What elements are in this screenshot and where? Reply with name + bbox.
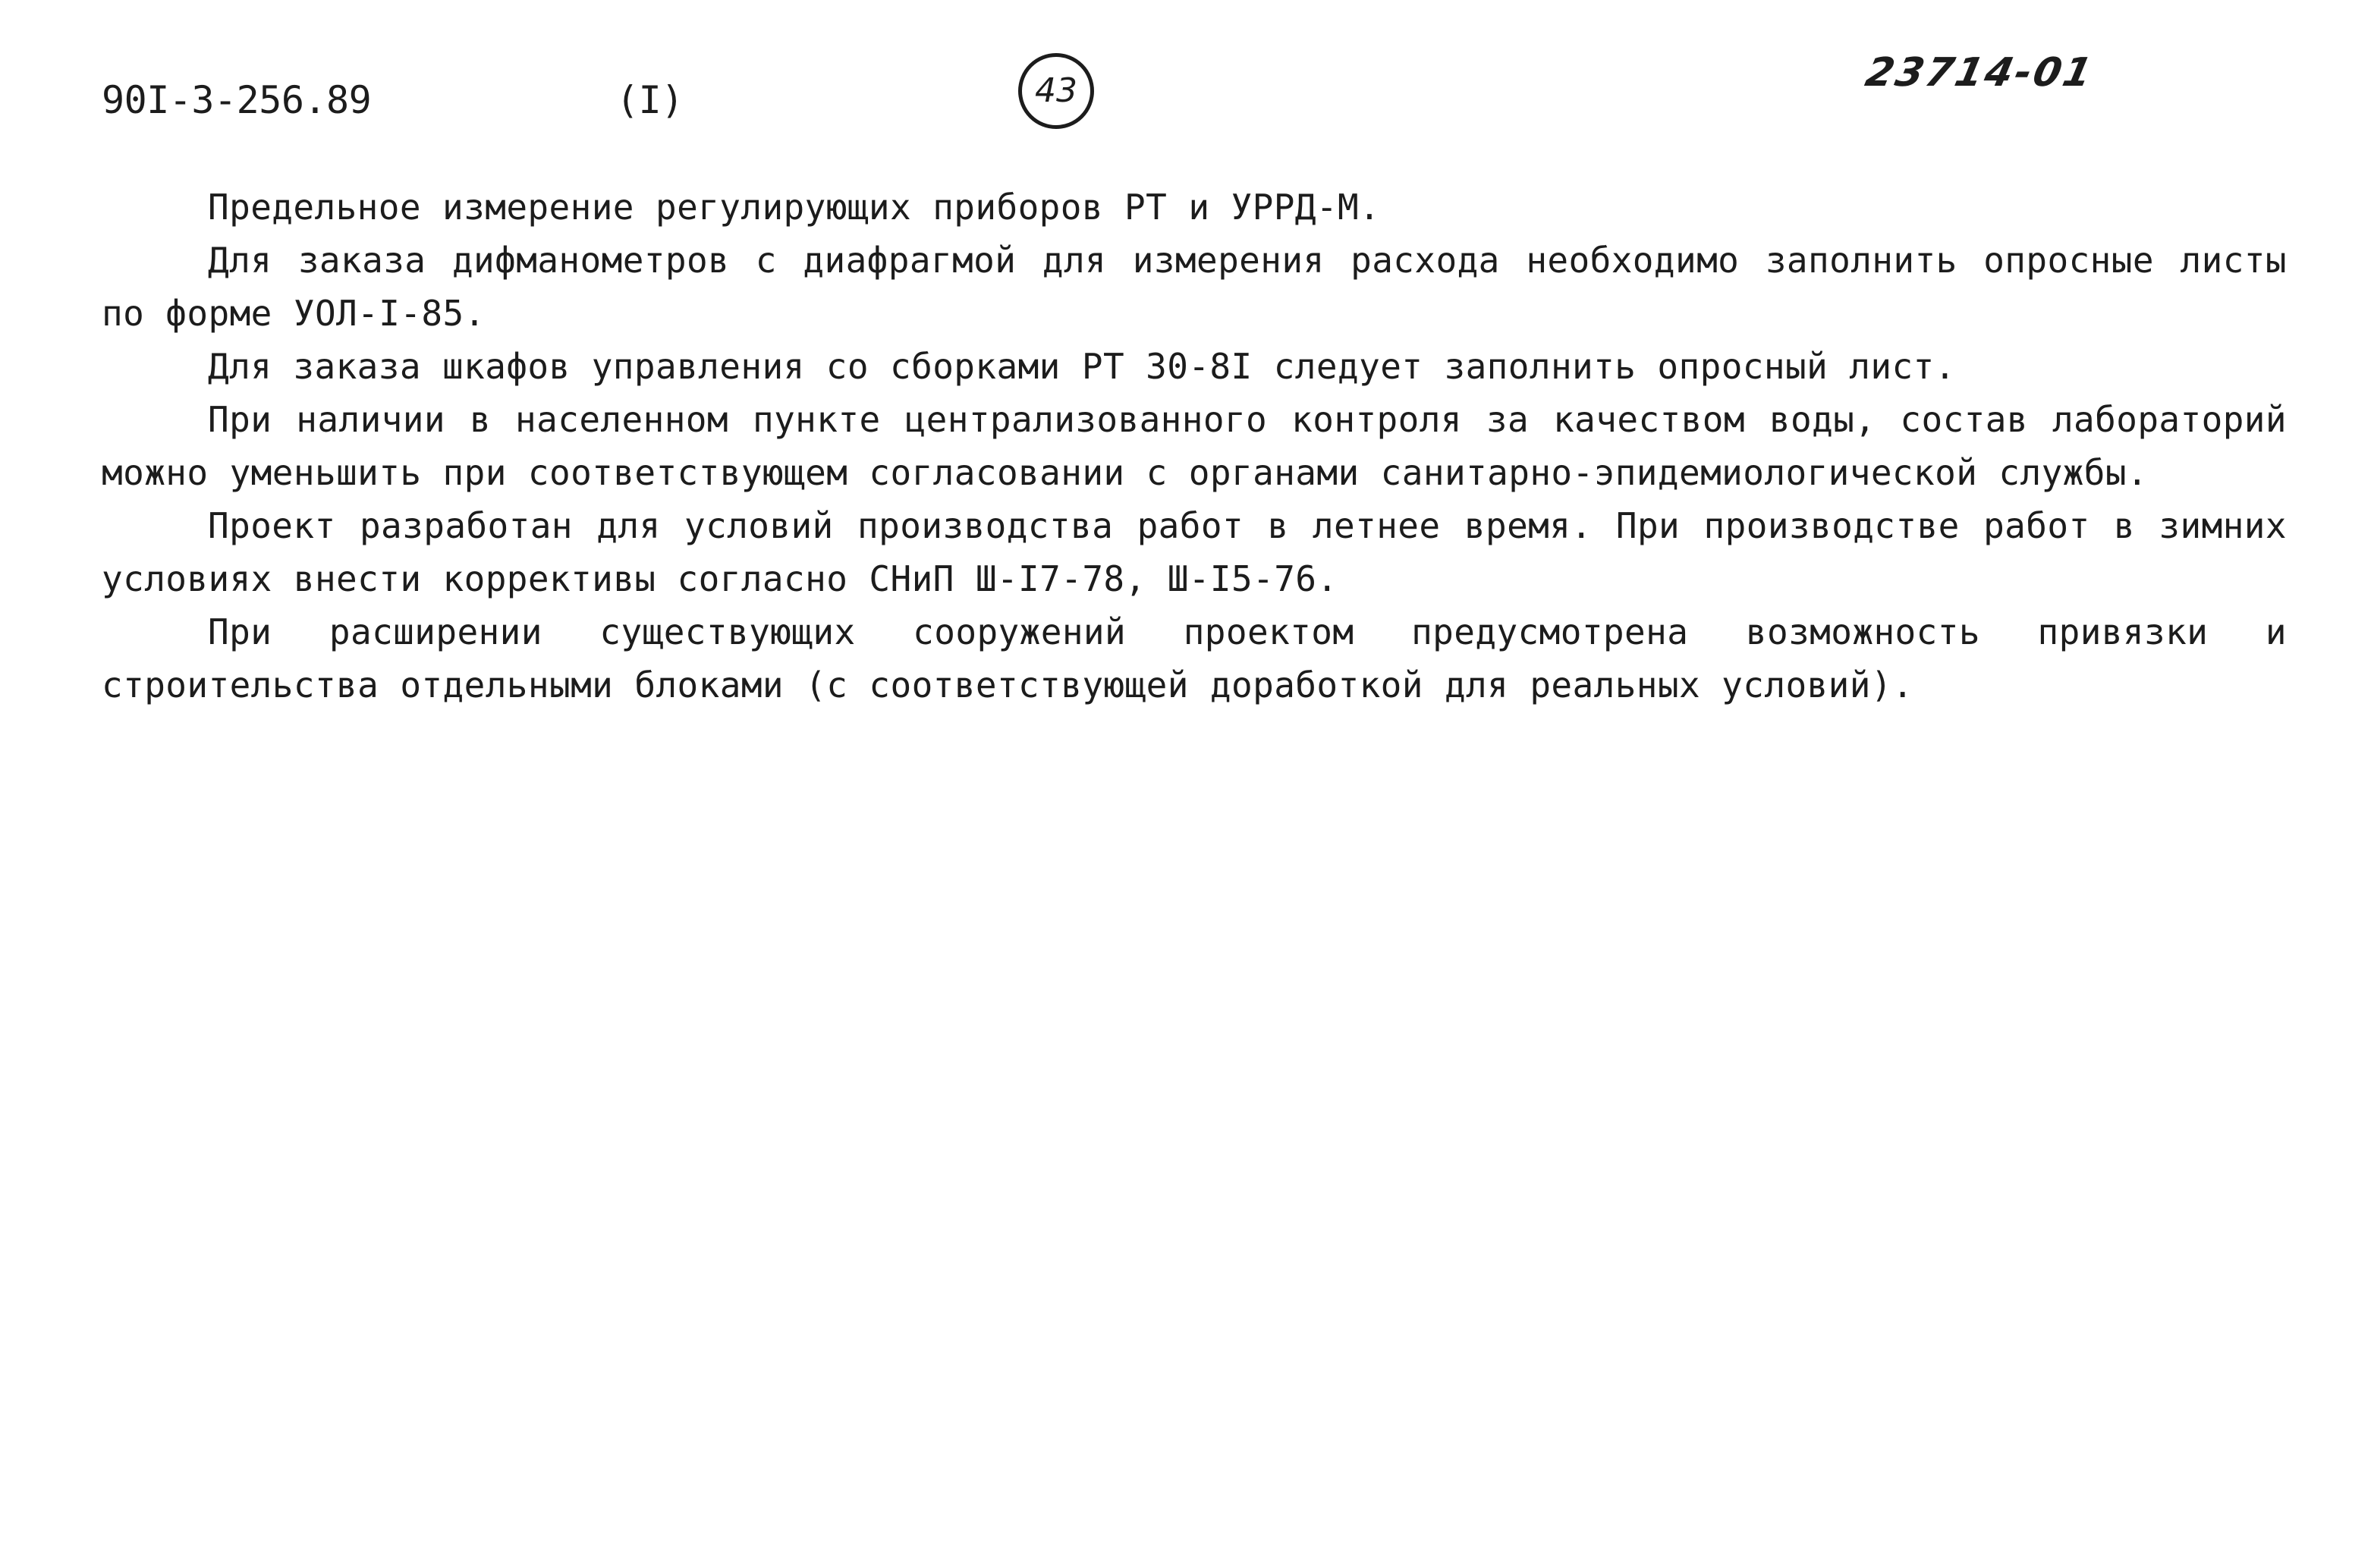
document-body <box>102 181 2287 712</box>
page-number: 43 <box>1035 71 1077 110</box>
page-number-circle <box>1018 53 1094 129</box>
sheet-part-label: (I) <box>616 78 684 122</box>
paragraph-6: При расширении существующих сооружений проектом предусмотрена возможность привязки и строительства отдельными блоками (с соответствующей доработкой для реальных условий). <box>102 611 2287 705</box>
paragraph-5: Проект разработан для условий производства работ в летнее время. При производстве работ в зимних условиях внести коррективы согласно СНиП Ш-I7-78, Ш-I5-76. <box>102 505 2287 599</box>
paragraph-2: Для заказа дифманометров с диафрагмой для измерения расхода необходимо заполнить опросные листы по форме УОЛ-I-85. <box>102 240 2287 334</box>
paragraph-3: Для заказа шкафов управления со сборками РТ 30-8I следует заполнить опросный лист. <box>208 346 1956 387</box>
archive-number: 23714-01 <box>1861 50 2099 96</box>
paragraph-4: При наличии в населенном пункте централизованного контроля за качеством воды, состав лабораторий можно уменьшить при соответствующем согласовании с органами санитарно-эпидемиологической службы. <box>102 399 2287 493</box>
document-code: 90I-3-256.89 <box>102 78 372 122</box>
paragraph-1: Предельное измерение регулирующих приборов РТ и УРРД-М. <box>208 187 1381 228</box>
